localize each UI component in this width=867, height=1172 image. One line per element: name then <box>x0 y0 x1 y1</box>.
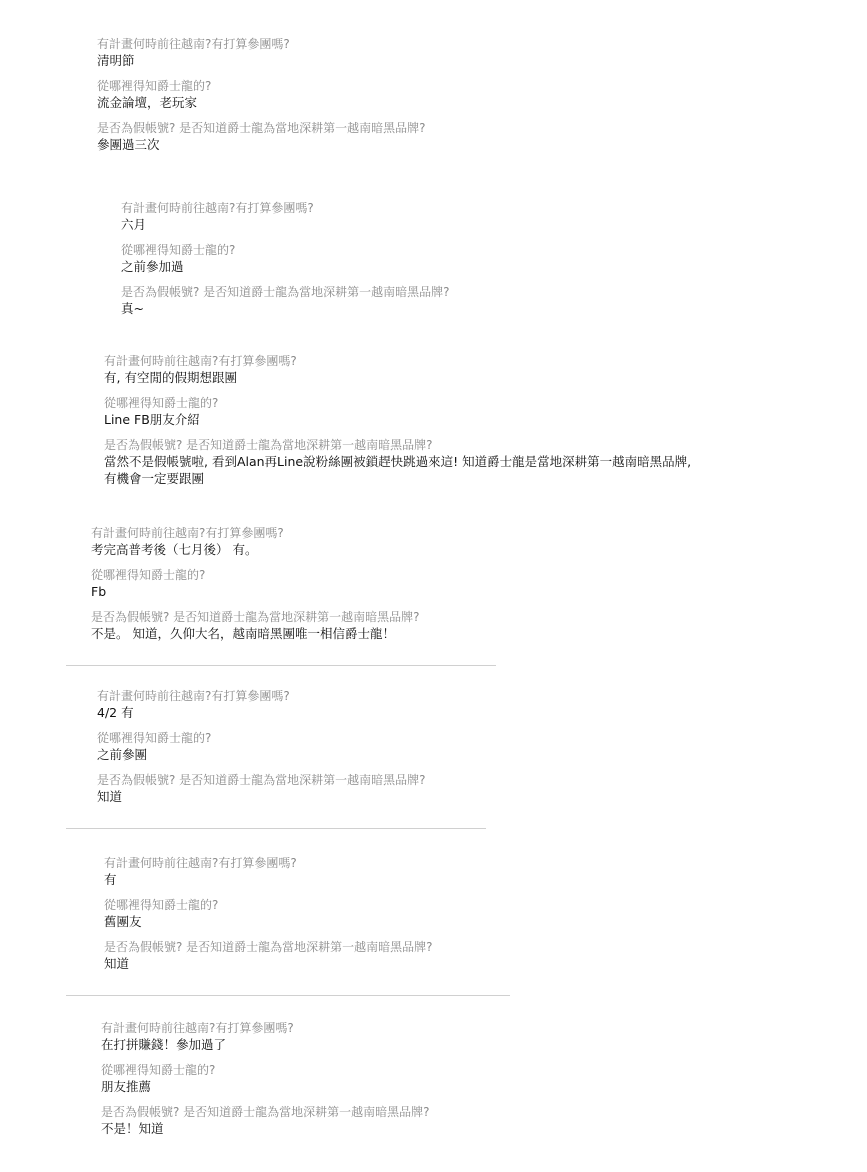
answer-travel-plan: 有, 有空閒的假期想跟團 <box>104 370 237 385</box>
answer-source: Fb <box>91 584 107 599</box>
answer-fake-account: 不是。 知道，久仰大名，越南暗黑團唯一相信爵士龍！ <box>91 626 395 641</box>
answer-fake-account: 當然不是假帳號啦, 看到Alan再Line說粉絲團被鎖趕快跳過來這! 知道爵士龍是當地深耕第一越南暗黑品牌, 有機會一定要跟團 <box>104 454 692 486</box>
question-fake-account: 是否為假帳號? 是否知道爵士龍為當地深耕第一越南暗黑品牌? <box>101 1105 430 1119</box>
question-source: 從哪裡得知爵士龍的? <box>97 731 212 745</box>
question-source: 從哪裡得知爵士龍的? <box>91 568 206 582</box>
question-travel-plan: 有計畫何時前往越南?有打算參團嗎? <box>101 1021 294 1035</box>
question-fake-account: 是否為假帳號? 是否知道爵士龍為當地深耕第一越南暗黑品牌? <box>104 940 433 954</box>
answer-fake-account: 知道 <box>97 789 123 804</box>
answer-travel-plan: 有 <box>104 872 117 887</box>
answer-source: 舊團友 <box>104 914 142 929</box>
answer-fake-account: 不是！知道 <box>101 1121 164 1136</box>
answer-travel-plan: 在打拼賺錢！參加過了 <box>101 1037 227 1052</box>
answer-source: 之前參團 <box>97 747 148 762</box>
answer-travel-plan: 清明節 <box>97 53 135 68</box>
comment-entry <box>104 353 694 487</box>
question-source: 從哪裡得知爵士龍的? <box>97 79 212 93</box>
question-source: 從哪裡得知爵士龍的? <box>104 396 219 410</box>
answer-fake-account: 參團過三次 <box>97 137 160 152</box>
question-fake-account: 是否為假帳號? 是否知道爵士龍為當地深耕第一越南暗黑品牌? <box>91 610 420 624</box>
comment-entry <box>104 855 433 972</box>
answer-travel-plan: 考完高普考後（七月後） 有。 <box>91 542 258 557</box>
comment-entry <box>97 688 426 805</box>
question-source: 從哪裡得知爵士龍的? <box>101 1063 216 1077</box>
divider <box>66 828 486 829</box>
question-fake-account: 是否為假帳號? 是否知道爵士龍為當地深耕第一越南暗黑品牌? <box>97 773 426 787</box>
comment-entry <box>121 200 450 317</box>
answer-source: 之前參加過 <box>121 259 184 274</box>
question-travel-plan: 有計畫何時前往越南?有打算參團嗎? <box>104 856 297 870</box>
question-travel-plan: 有計畫何時前往越南?有打算參團嗎? <box>97 689 290 703</box>
question-travel-plan: 有計畫何時前往越南?有打算參團嗎? <box>121 201 314 215</box>
answer-travel-plan: 4/2 有 <box>97 705 134 720</box>
comment-entry <box>91 525 420 642</box>
answer-source: 朋友推薦 <box>101 1079 152 1094</box>
comment-entry <box>101 1020 430 1137</box>
divider <box>66 995 510 996</box>
answer-fake-account: 真~ <box>121 301 144 316</box>
question-fake-account: 是否為假帳號? 是否知道爵士龍為當地深耕第一越南暗黑品牌? <box>104 438 433 452</box>
question-travel-plan: 有計畫何時前往越南?有打算參團嗎? <box>104 354 297 368</box>
divider <box>66 665 496 666</box>
question-source: 從哪裡得知爵士龍的? <box>121 243 236 257</box>
comment-entry <box>97 36 426 153</box>
question-travel-plan: 有計畫何時前往越南?有打算參團嗎? <box>91 526 284 540</box>
answer-fake-account: 知道 <box>104 956 130 971</box>
question-travel-plan: 有計畫何時前往越南?有打算參團嗎? <box>97 37 290 51</box>
question-source: 從哪裡得知爵士龍的? <box>104 898 219 912</box>
answer-travel-plan: 六月 <box>121 217 147 232</box>
question-fake-account: 是否為假帳號? 是否知道爵士龍為當地深耕第一越南暗黑品牌? <box>97 121 426 135</box>
answer-source: 流金論壇，老玩家 <box>97 95 198 110</box>
question-fake-account: 是否為假帳號? 是否知道爵士龍為當地深耕第一越南暗黑品牌? <box>121 285 450 299</box>
answer-source: Line FB朋友介紹 <box>104 412 200 427</box>
